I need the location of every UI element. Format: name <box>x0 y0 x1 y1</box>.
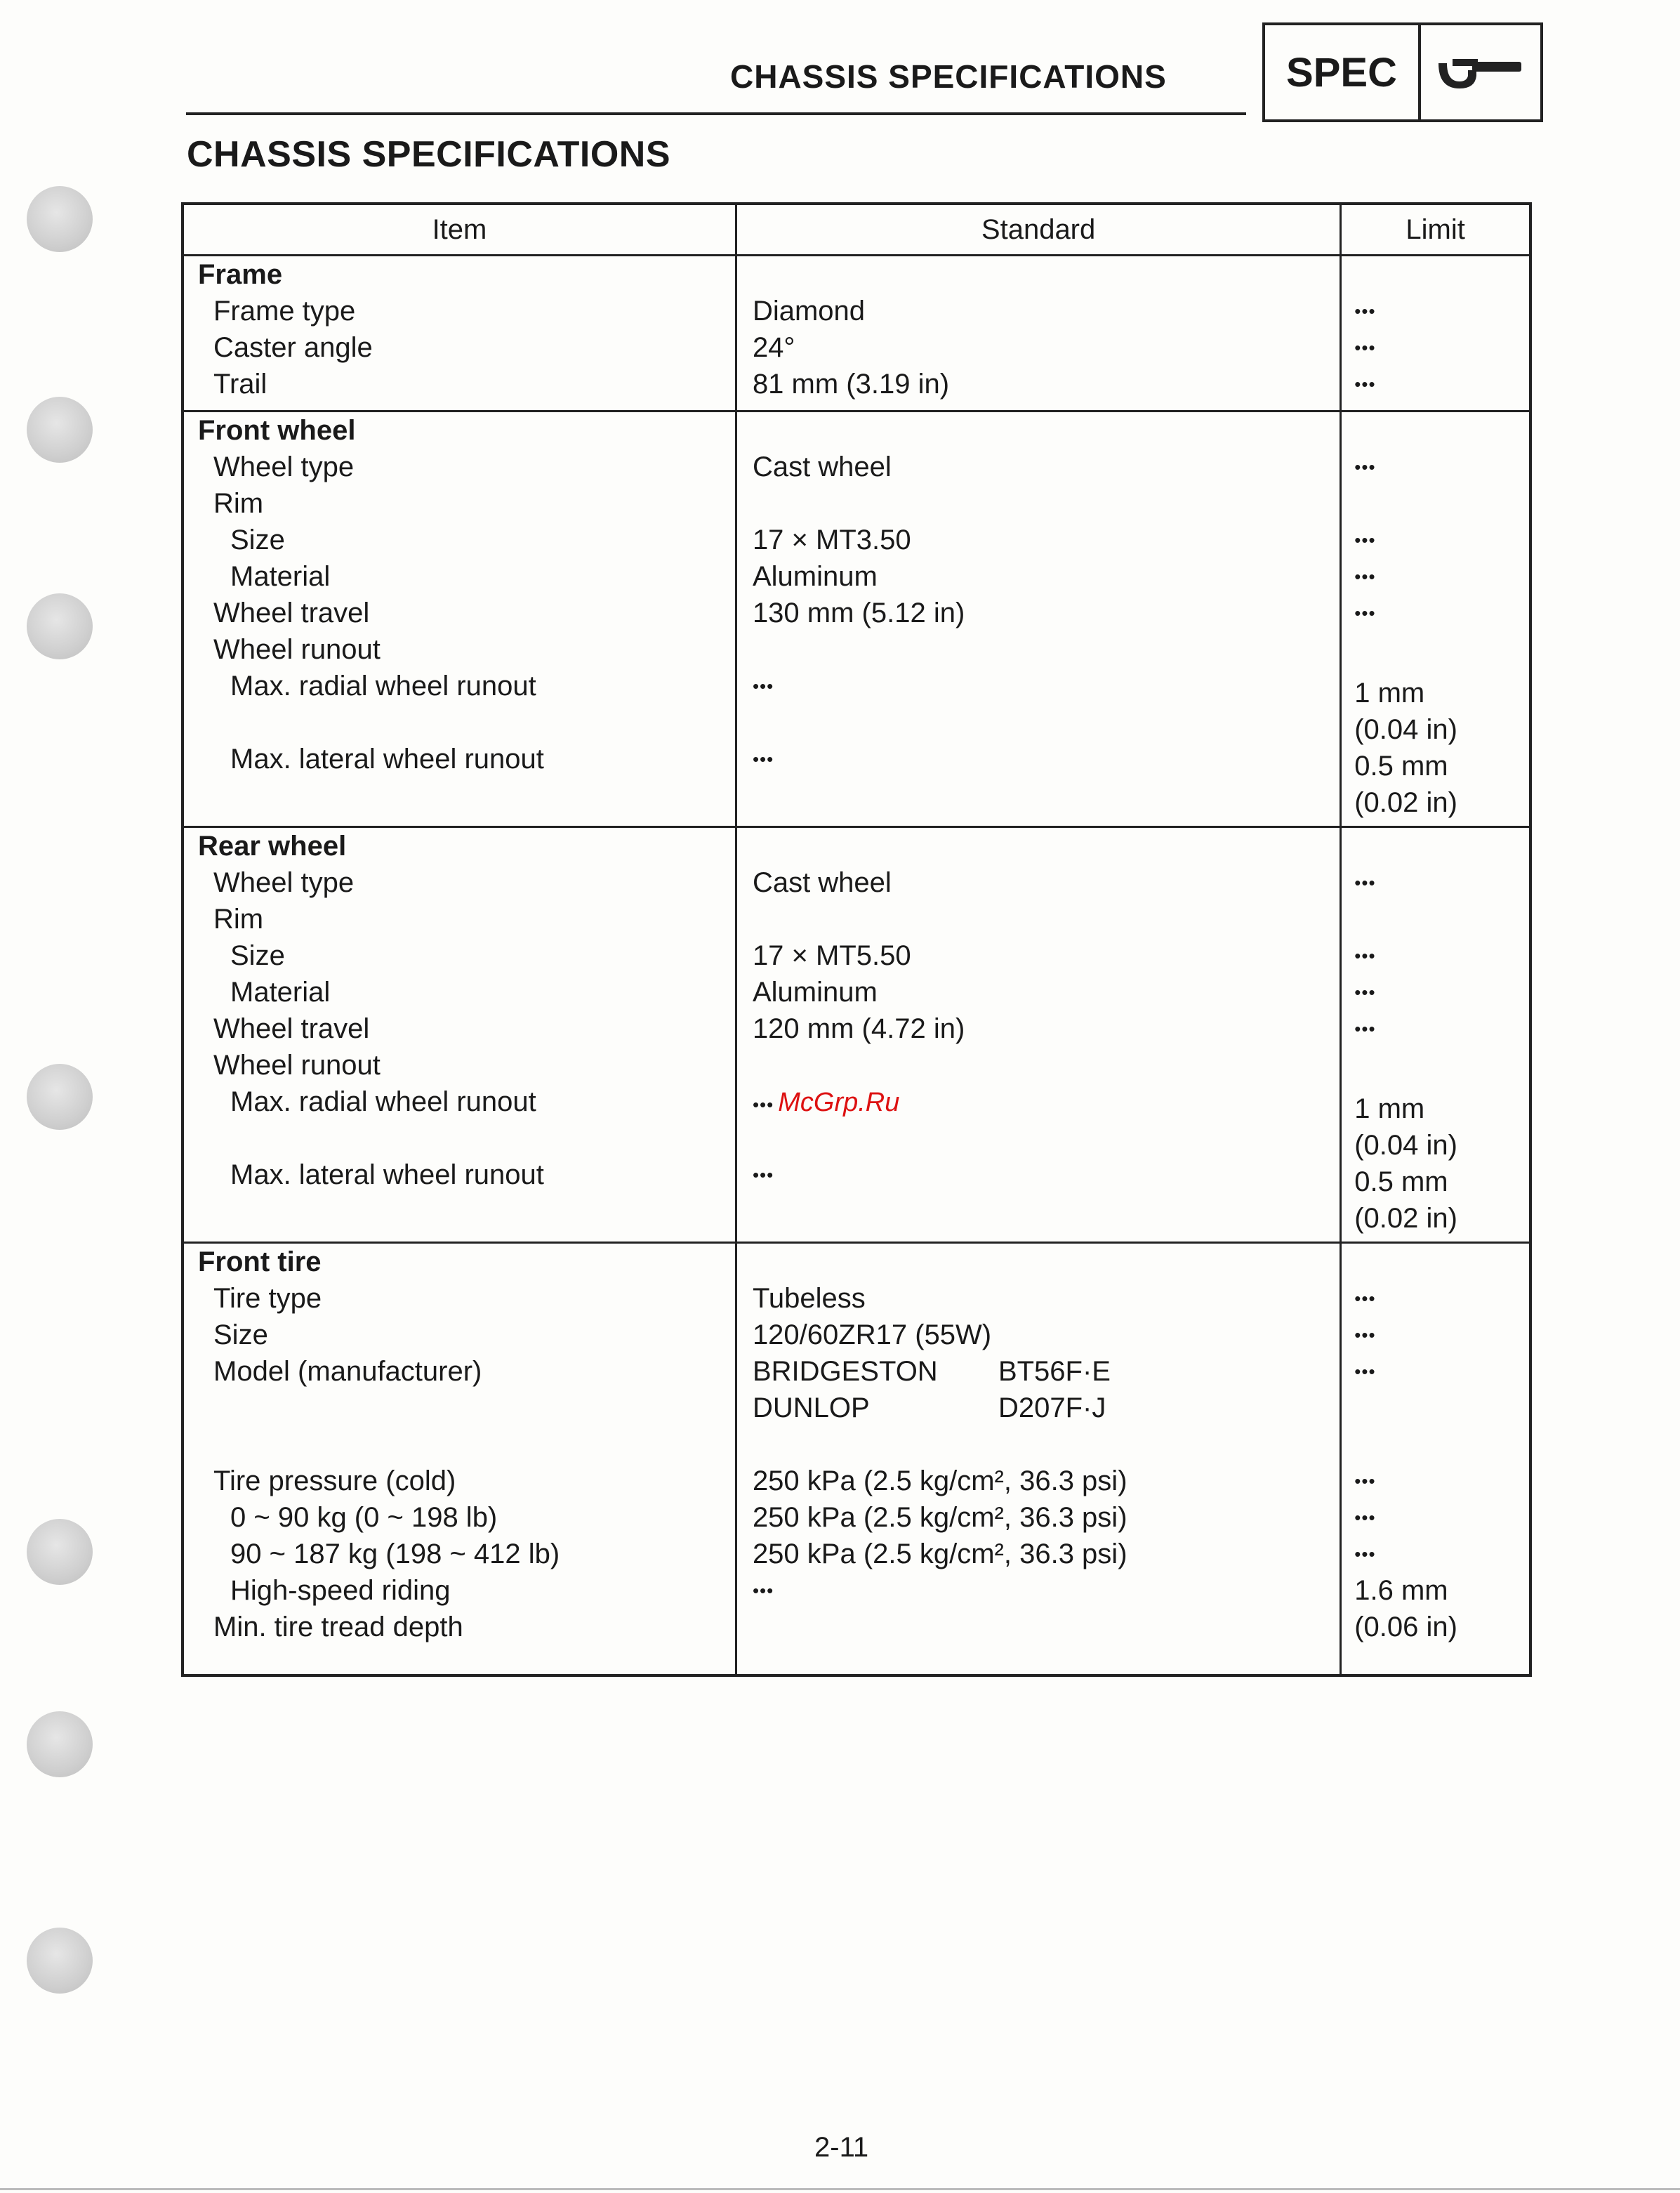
standard-value: 120 mm (4.72 in) <box>752 1013 965 1044</box>
punch-hole <box>27 1064 93 1130</box>
punch-hole <box>27 1928 93 1994</box>
item-label: Wheel travel <box>213 598 370 628</box>
item-label: Material <box>230 561 331 592</box>
item-label: Wheel type <box>213 867 355 898</box>
limit-value: 0.5 mm <box>1354 751 1448 782</box>
standard-value-with-watermark <box>737 1084 1340 1120</box>
limit-value: ••• <box>1354 1507 1376 1528</box>
item-label: Size <box>230 525 285 555</box>
section-front-tire <box>183 1243 1530 1676</box>
limit-value: 1.6 mm <box>1354 1575 1448 1606</box>
punch-hole <box>27 593 93 659</box>
item-label: Size <box>230 940 285 971</box>
item-label: High-speed riding <box>230 1575 451 1606</box>
item-label: Wheel type <box>213 452 355 482</box>
standard-value: 130 mm (5.12 in) <box>752 598 965 628</box>
item-label: Model (manufacturer) <box>213 1356 482 1387</box>
item-label: Wheel runout <box>213 634 381 665</box>
limit-value: ••• <box>1354 1361 1376 1382</box>
page-edge <box>0 2188 1680 2190</box>
standard-value: Cast wheel <box>752 452 892 482</box>
item-label: Frame type <box>213 296 356 327</box>
model-code: D207F·J <box>998 1392 1106 1423</box>
item-label: Trail <box>213 369 267 400</box>
manufacturer: DUNLOP <box>752 1392 870 1423</box>
standard-value: Aluminum <box>752 561 878 592</box>
item-label: 0 ~ 90 kg (0 ~ 198 lb) <box>230 1502 498 1533</box>
standard-value: 250 kPa (2.5 kg/cm², 36.3 psi) <box>752 1502 1127 1533</box>
limit-value: (0.04 in) <box>1354 1130 1457 1161</box>
page-number: 2-11 <box>814 2132 869 2163</box>
section-frame <box>183 256 1530 411</box>
standard-value: Aluminum <box>752 977 878 1008</box>
standard-value: ••• <box>752 1164 774 1185</box>
section-front-wheel <box>183 411 1530 827</box>
watermark: McGrp.Ru <box>778 1088 900 1117</box>
limit-value: ••• <box>1354 945 1376 966</box>
limit-value: ••• <box>1354 566 1376 587</box>
manufacturer: BRIDGESTON <box>752 1356 938 1387</box>
limit-value: 0.5 mm <box>1354 1166 1448 1197</box>
item-label: Wheel travel <box>213 1013 370 1044</box>
item-label: Max. lateral wheel runout <box>230 1159 544 1190</box>
standard-value: ••• <box>752 749 774 770</box>
standard-value: 250 kPa (2.5 kg/cm², 36.3 psi) <box>752 1466 1127 1496</box>
limit-value: ••• <box>1354 1324 1376 1345</box>
wrench-icon <box>1421 25 1540 119</box>
standard-value: ••• <box>752 676 774 697</box>
item-label: Tire type <box>213 1283 322 1314</box>
item-label: Caster angle <box>213 332 373 363</box>
limit-value: ••• <box>1354 337 1376 358</box>
limit-value: ••• <box>1354 1470 1376 1491</box>
column-header-item: Item <box>183 204 736 256</box>
section-title: Frame <box>198 259 283 290</box>
item-label: Rim <box>213 488 264 519</box>
limit-value: ••• <box>1354 1543 1376 1565</box>
standard-value: Cast wheel <box>752 867 892 898</box>
standard-value: 17 × MT5.50 <box>752 940 911 971</box>
item-label: Tire pressure (cold) <box>213 1466 456 1496</box>
punch-hole <box>27 186 93 252</box>
section-rear-wheel <box>183 827 1530 1243</box>
standard-value: Tubeless <box>752 1283 866 1314</box>
column-header-limit: Limit <box>1341 204 1530 256</box>
spec-badge <box>1262 22 1543 122</box>
item-label: Material <box>230 977 331 1008</box>
standard-value: 120/60ZR17 (55W) <box>752 1319 992 1350</box>
item-label: Size <box>213 1319 268 1350</box>
limit-value: ••• <box>1354 872 1376 893</box>
standard-value: ••• <box>752 1094 774 1115</box>
limit-value: 1 mm <box>1354 678 1425 709</box>
section-title: Front tire <box>198 1246 322 1277</box>
tire-model-row <box>737 1353 1340 1390</box>
section-title: Rear wheel <box>198 831 347 862</box>
limit-value: ••• <box>1354 982 1376 1003</box>
standard-value: Diamond <box>752 296 866 327</box>
table-header-row <box>183 204 1530 256</box>
limit-value: (0.02 in) <box>1354 787 1457 818</box>
limit-value: ••• <box>1354 1018 1376 1039</box>
limit-value: (0.04 in) <box>1354 714 1457 745</box>
column-header-standard: Standard <box>736 204 1340 256</box>
limit-value: 1 mm <box>1354 1093 1425 1124</box>
spec-badge-label: SPEC <box>1265 25 1421 119</box>
section-title: Front wheel <box>198 415 356 446</box>
header-divider <box>186 112 1246 115</box>
item-label: Max. radial wheel runout <box>230 1086 536 1117</box>
punch-hole <box>27 1711 93 1777</box>
item-label: Max. lateral wheel runout <box>230 744 544 775</box>
standard-value: ••• <box>752 1580 774 1601</box>
item-label: Min. tire tread depth <box>213 1612 463 1642</box>
punch-hole <box>27 1519 93 1585</box>
limit-value: ••• <box>1354 374 1376 395</box>
punch-hole <box>27 397 93 463</box>
item-label: Rim <box>213 904 264 935</box>
chassis-spec-table <box>181 202 1532 1677</box>
header-title: CHASSIS SPECIFICATIONS <box>730 58 1167 95</box>
standard-value: 17 × MT3.50 <box>752 525 911 555</box>
page-heading: CHASSIS SPECIFICATIONS <box>187 134 671 175</box>
limit-value: ••• <box>1354 1288 1376 1309</box>
limit-value: ••• <box>1354 529 1376 551</box>
standard-value: 24° <box>752 332 795 363</box>
item-label: 90 ~ 187 kg (198 ~ 412 lb) <box>230 1539 560 1569</box>
limit-value: (0.06 in) <box>1354 1612 1457 1642</box>
limit-value: ••• <box>1354 602 1376 624</box>
limit-value: ••• <box>1354 456 1376 478</box>
item-label: Max. radial wheel runout <box>230 671 536 702</box>
limit-value: (0.02 in) <box>1354 1203 1457 1234</box>
item-label: Wheel runout <box>213 1050 381 1081</box>
model-code: BT56F·E <box>998 1356 1111 1387</box>
standard-value: 250 kPa (2.5 kg/cm², 36.3 psi) <box>752 1539 1127 1569</box>
tire-model-row <box>737 1390 1340 1426</box>
limit-value: ••• <box>1354 301 1376 322</box>
standard-value: 81 mm (3.19 in) <box>752 369 950 400</box>
